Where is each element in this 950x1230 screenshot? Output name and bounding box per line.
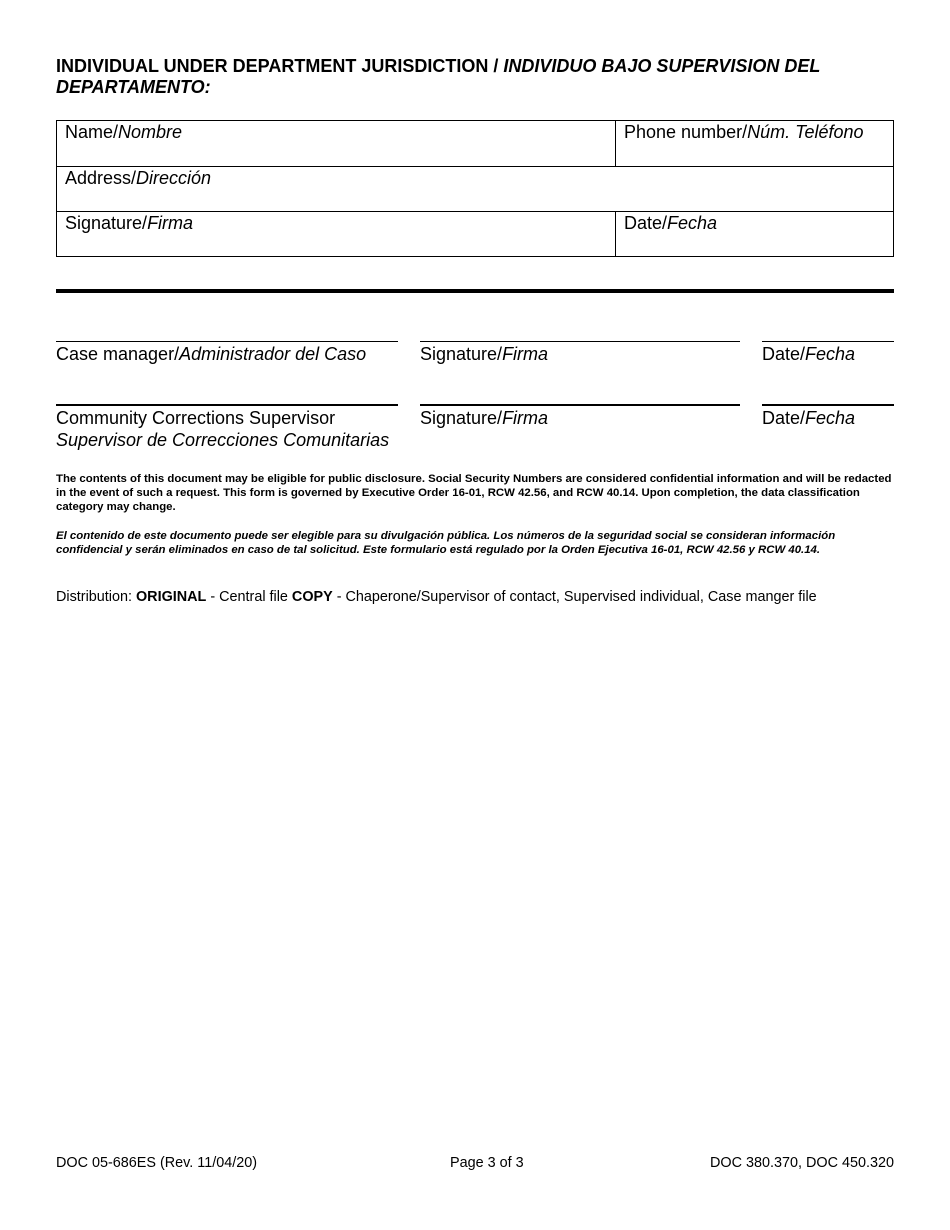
individual-date-label-es: Fecha: [667, 213, 718, 233]
supervisor-signature-label: Signature/: [420, 408, 503, 428]
distribution-prefix: Distribution:: [56, 589, 136, 605]
individual-signature-label-es: Firma: [147, 213, 194, 233]
copy-label: COPY: [291, 589, 333, 605]
name-label: Name/: [65, 122, 119, 142]
individual-info-form: [56, 120, 894, 257]
supervisor-date-line[interactable]: [762, 404, 894, 406]
address-label-es: Dirección: [136, 168, 212, 188]
address-row: [57, 167, 893, 212]
supervisor-label: Community Corrections Supervisor: [56, 408, 336, 428]
name-label-es: Nombre: [118, 122, 183, 142]
disclosure-notice-spanish: El contenido de este documento puede ser elegible para su divulgación pública. Los números de la seguridad social se consideran información confidencial y serán eliminados en caso de tal solicitud. Este formulario está regulado por la Orden Ejecutiva 16-01, RCW 42.56 y RCW 40.14.: [56, 530, 836, 556]
supervisor-signature-label-group: [420, 407, 548, 429]
disclosure-notice-english: The contents of this document may be eligible for public disclosure. Social Security Numbers are considered confidential information and will be redacted in the event of such a request. This form is governed by Executive Order 16-01, RCW 42.56, and RCW 40.14. Upon completion, the data classification category may change.: [56, 473, 892, 513]
case-manager-date-label-group: [762, 343, 855, 365]
distribution-line: [56, 589, 916, 605]
individual-signature-field[interactable]: [57, 212, 615, 256]
original-label: ORIGINAL: [135, 589, 207, 605]
case-manager-signature-line[interactable]: [420, 341, 740, 342]
case-manager-date-line[interactable]: [762, 341, 894, 342]
case-manager-signature-label-es: Firma: [502, 344, 549, 364]
footer-policy-refs: DOC 380.370, DOC 450.320: [710, 1155, 894, 1171]
supervisor-date-label-group: [762, 407, 855, 429]
copy-text: - Chaperone/Supervisor of contact, Supervised individual, Case manger file: [332, 589, 817, 605]
case-manager-date-label-es: Fecha: [805, 344, 856, 364]
name-phone-row: [57, 121, 893, 167]
supervisor-label-group: [56, 407, 389, 451]
address-field[interactable]: [57, 167, 893, 211]
section-heading: [56, 56, 896, 98]
heading-english: INDIVIDUAL UNDER DEPARTMENT JURISDICTION /: [56, 56, 504, 76]
supervisor-date-label: Date/: [762, 408, 806, 428]
phone-label: Phone number/: [624, 122, 748, 142]
case-manager-signature-label: Signature/: [420, 344, 503, 364]
individual-signature-label: Signature/: [65, 213, 148, 233]
case-manager-label: Case manager/: [56, 344, 180, 364]
supervisor-label-es: Supervisor de Correcciones Comunitarias: [56, 430, 390, 450]
section-divider: [56, 289, 894, 293]
footer-form-number: DOC 05-686ES (Rev. 11/04/20): [56, 1155, 258, 1171]
signature-date-row: [57, 212, 893, 256]
individual-date-label: Date/: [624, 213, 668, 233]
footer-page-number: Page 3 of 3: [450, 1155, 524, 1171]
case-manager-label-es: Administrador del Caso: [179, 344, 367, 364]
supervisor-date-label-es: Fecha: [805, 408, 856, 428]
phone-label-es: Núm. Teléfono: [747, 122, 864, 142]
case-manager-signature-label-group: [420, 343, 548, 365]
case-manager-date-label: Date/: [762, 344, 806, 364]
supervisor-line[interactable]: [56, 404, 398, 406]
supervisor-signature-line[interactable]: [420, 404, 740, 406]
name-field[interactable]: [57, 121, 615, 166]
case-manager-label-group: [56, 343, 366, 365]
address-label: Address/: [65, 168, 137, 188]
heading-spanish: INDIVIDUO BAJO SUPERVISION DEL DEPARTAMENTO:: [56, 56, 821, 97]
original-text: - Central file: [206, 589, 292, 605]
phone-field[interactable]: [615, 121, 893, 166]
individual-date-field[interactable]: [615, 212, 893, 256]
case-manager-line[interactable]: [56, 341, 398, 342]
supervisor-signature-label-es: Firma: [502, 408, 549, 428]
